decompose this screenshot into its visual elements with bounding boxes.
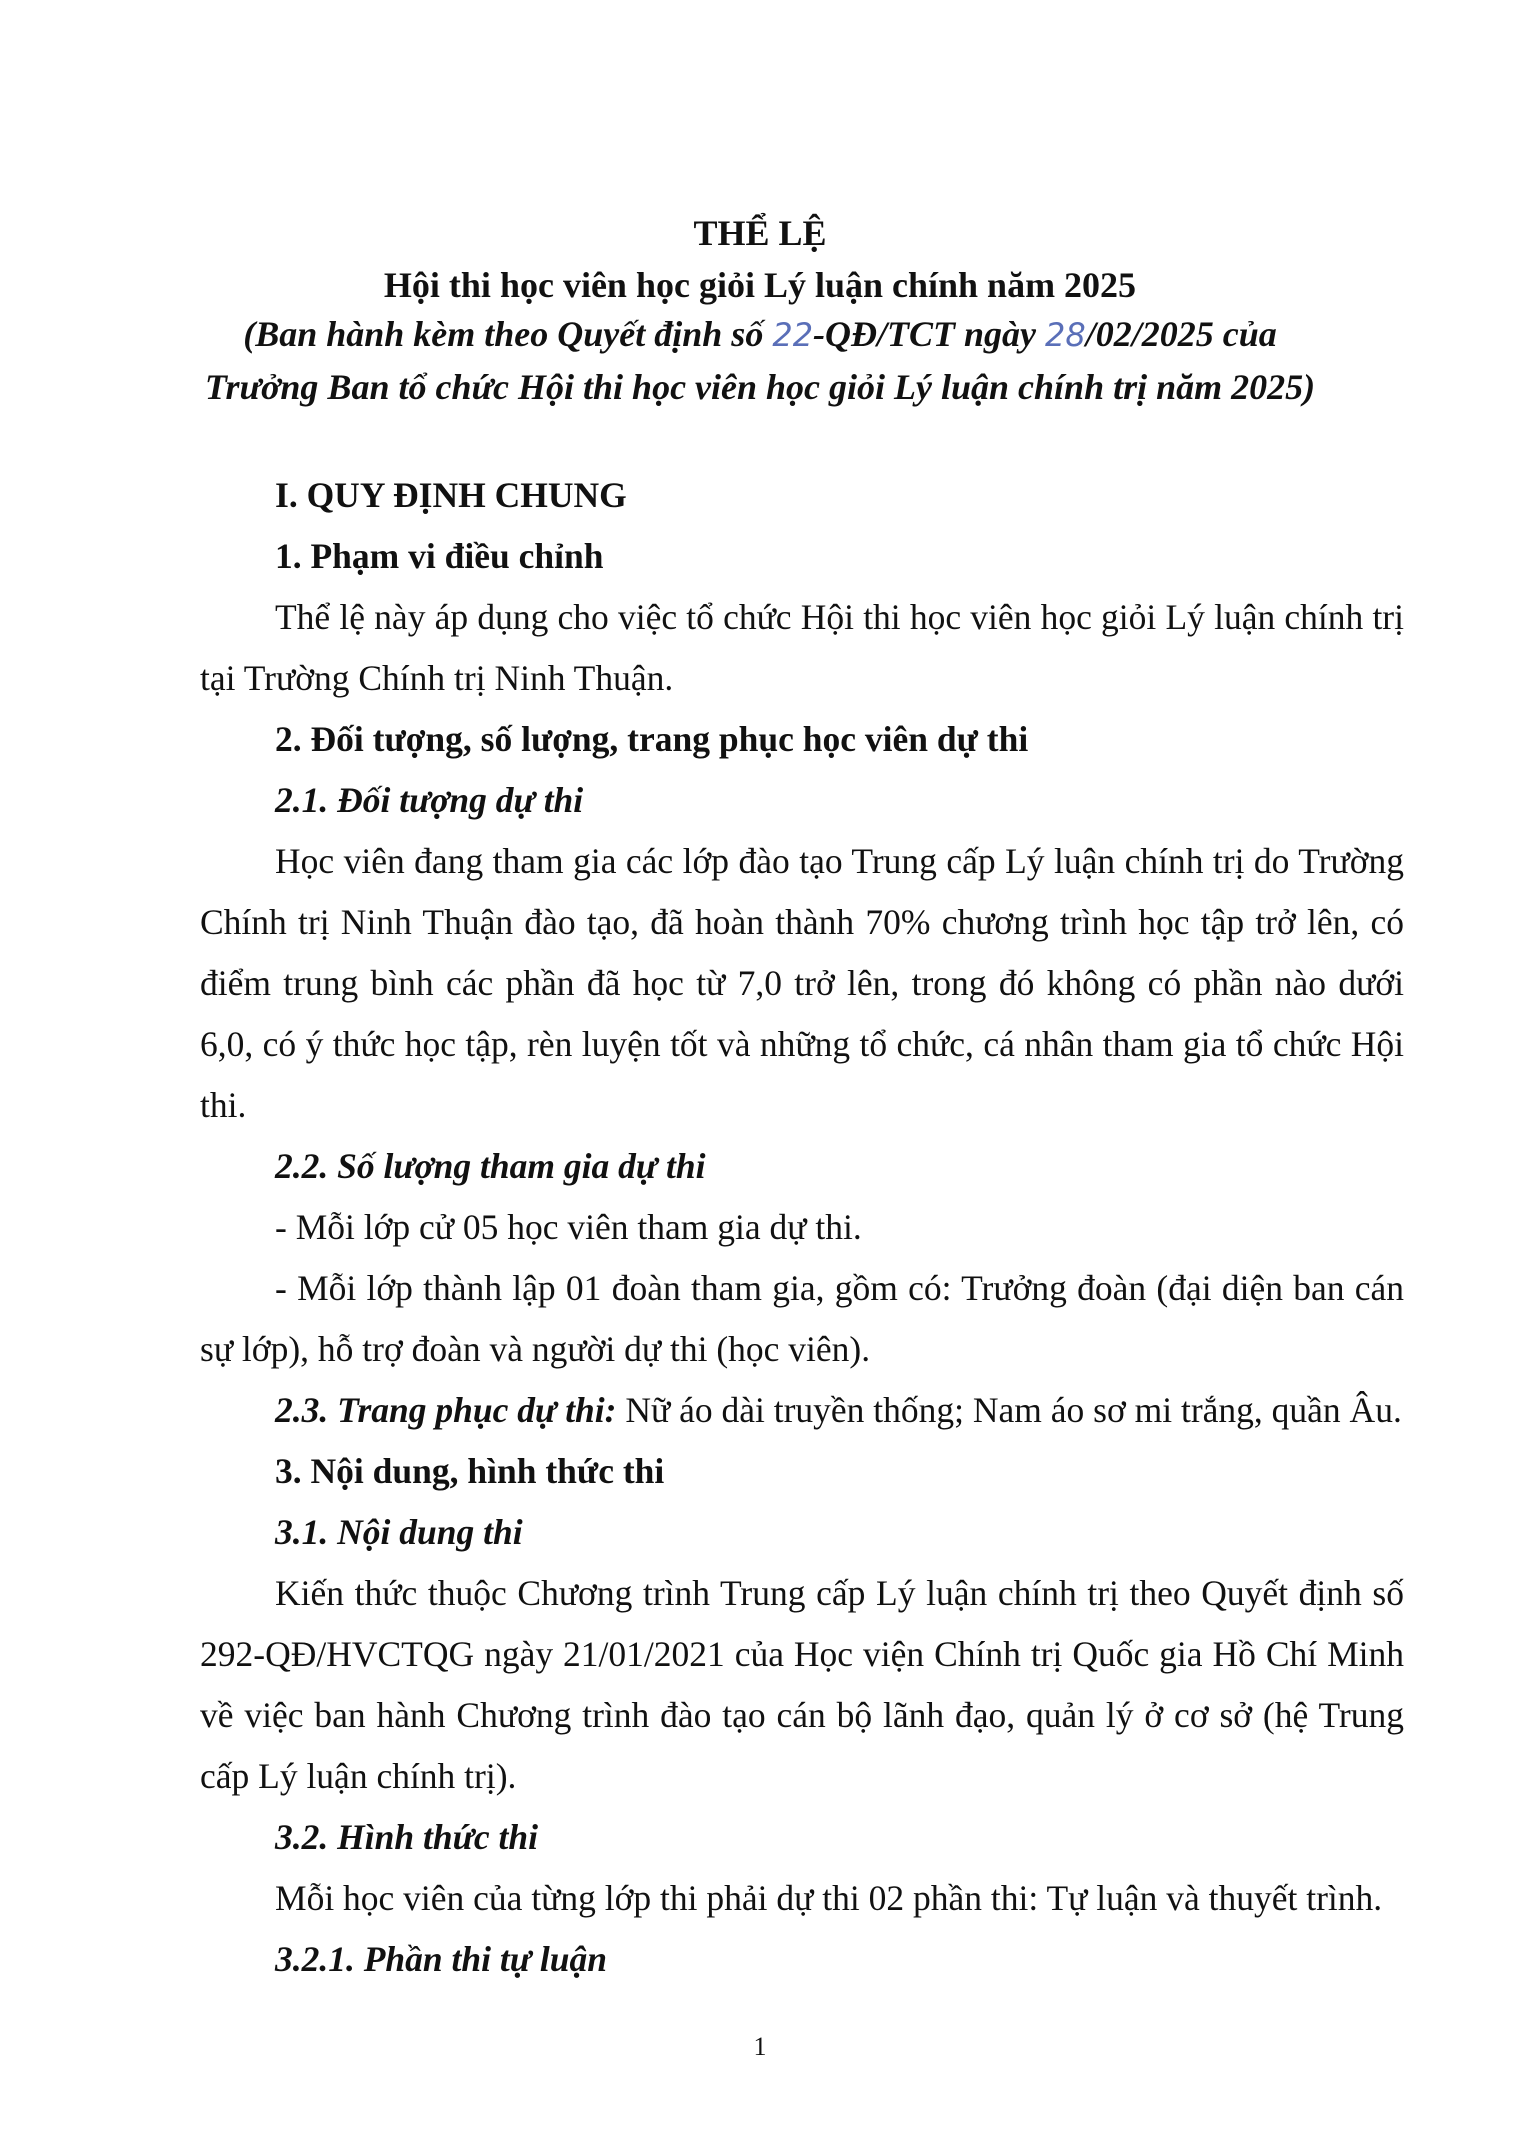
title-block bbox=[0, 212, 1520, 413]
list-item-quantity-2: - Mỗi lớp thành lập 01 đoàn tham gia, gồm có: Trưởng đoàn (đại diện ban cán sự lớp), hỗ trợ đoàn và người dự thi (học viên). bbox=[200, 1268, 1404, 1369]
dress-code-text: Nữ áo dài truyền thống; Nam áo sơ mi trắng, quần Âu. bbox=[616, 1390, 1402, 1430]
heading-participants: 2. Đối tượng, số lượng, trang phục học viên dự thi bbox=[275, 719, 1029, 759]
heading-scope: 1. Phạm vi điều chỉnh bbox=[275, 536, 604, 576]
issuance-note-prefix: (Ban hành kèm theo Quyết định số bbox=[243, 314, 773, 354]
document-subtitle: Hội thi học viên học giỏi Lý luận chính năm 2025 bbox=[383, 265, 1137, 305]
heading-essay: 3.2.1. Phần thi tự luận bbox=[275, 1939, 607, 1979]
section-heading-general: I. QUY ĐỊNH CHUNG bbox=[275, 475, 627, 515]
issuance-note-line1 bbox=[0, 308, 1520, 361]
heading-quantity: 2.2. Số lượng tham gia dự thi bbox=[275, 1146, 706, 1186]
issuance-note-suffix: /02/2025 của bbox=[1085, 314, 1277, 354]
heading-eligibility: 2.1. Đối tượng dự thi bbox=[275, 780, 584, 820]
paragraph-scope: Thể lệ này áp dụng cho việc tổ chức Hội thi học viên học giỏi Lý luận chính trị tại Trường Chính trị Ninh Thuận. bbox=[200, 597, 1404, 698]
heading-content-format: 3. Nội dung, hình thức thi bbox=[275, 1451, 665, 1491]
paragraph-content: Kiến thức thuộc Chương trình Trung cấp Lý luận chính trị theo Quyết định số 292-QĐ/HVCTQG ngày 21/01/2021 của Học viện Chính trị Quốc gia Hồ Chí Minh về việc ban hành Chương trình đào tạo cán bộ lãnh đạo, quản lý ở cơ sở (hệ Trung cấp Lý luận chính trị). bbox=[200, 1573, 1404, 1796]
document-body bbox=[200, 465, 1404, 1990]
page-number: 1 bbox=[753, 2032, 767, 2061]
document-title: THỂ LỆ bbox=[693, 213, 827, 253]
paragraph-eligibility: Học viên đang tham gia các lớp đào tạo Trung cấp Lý luận chính trị do Trường Chính trị Ninh Thuận đào tạo, đã hoàn thành 70% chương trình học tập trở lên, có điểm trung bình các phần đã học từ 7,0 trở lên, trong đó không có phần nào dưới 6,0, có ý thức học tập, rèn luyện tốt và những tổ chức, cá nhân tham gia tổ chức Hội thi. bbox=[200, 841, 1404, 1125]
heading-content: 3.1. Nội dung thi bbox=[275, 1512, 523, 1552]
handwritten-day: 28 bbox=[1045, 316, 1086, 354]
dress-code-lead: 2.3. Trang phục dự thi: bbox=[275, 1390, 617, 1430]
heading-format: 3.2. Hình thức thi bbox=[275, 1817, 538, 1857]
paragraph-format: Mỗi học viên của từng lớp thi phải dự thi 02 phần thi: Tự luận và thuyết trình. bbox=[275, 1878, 1383, 1918]
issuance-note-line2: Trưởng Ban tổ chức Hội thi học viên học giỏi Lý luận chính trị năm 2025) bbox=[204, 367, 1316, 407]
list-item-quantity-1: - Mỗi lớp cử 05 học viên tham gia dự thi. bbox=[275, 1207, 862, 1247]
paragraph-dress-code bbox=[200, 1380, 1404, 1441]
handwritten-decision-number: 22 bbox=[772, 316, 814, 354]
issuance-note-middle: -QĐ/TCT ngày bbox=[813, 314, 1046, 354]
